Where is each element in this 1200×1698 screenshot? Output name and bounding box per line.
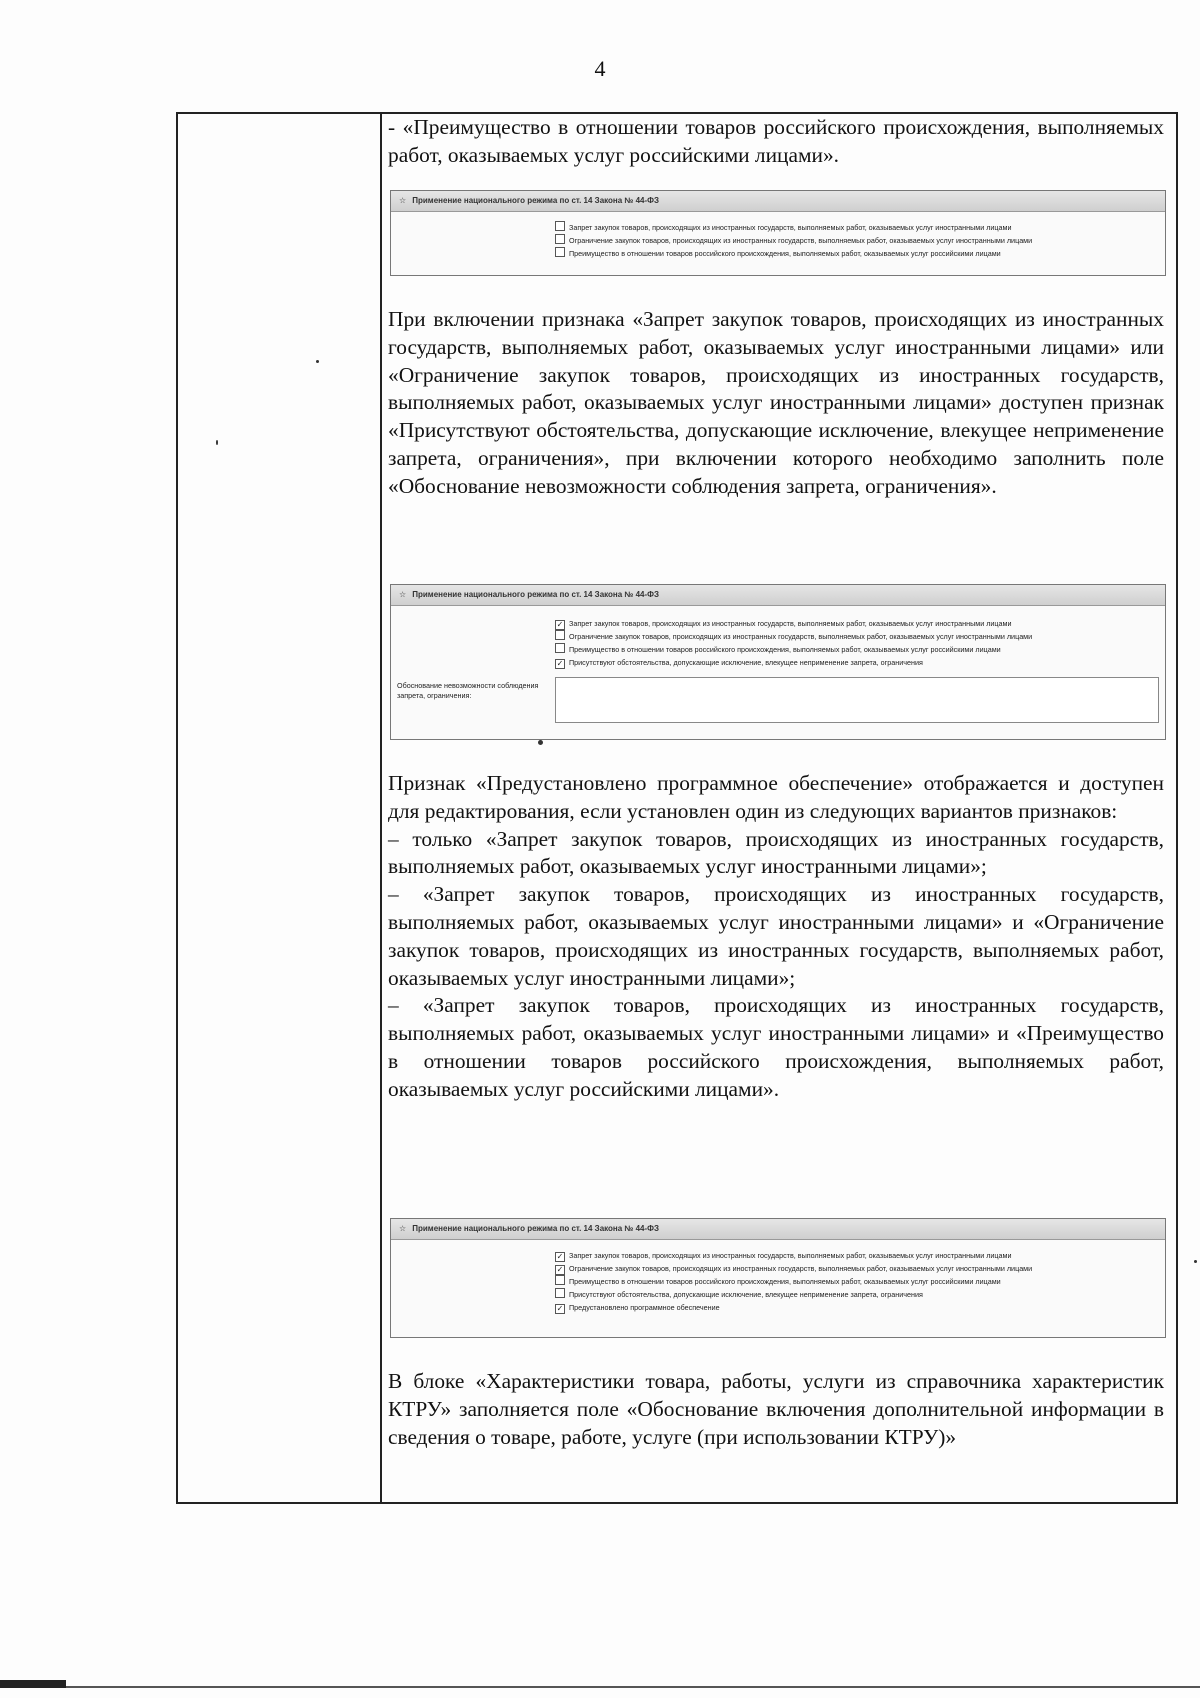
checkbox-row[interactable] — [555, 221, 1159, 234]
checkbox-icon[interactable] — [555, 234, 565, 244]
paragraph-text: – «Запрет закупок товаров, происходящих из иностранных государств, выполняемых работ, оказываемых услуг иностранными лицами» и «Преимущество в отношении товаров российского происхождения, выполняемых работ, оказываемых услуг российскими лицами». — [388, 993, 1164, 1101]
checkbox-label: Присутствуют обстоятельства, допускающие исключение, влекущее неприменение запрета, ограничения — [569, 658, 923, 667]
panel-title: Применение национального режима по ст. 14 Закона № 44-ФЗ — [412, 196, 659, 205]
checkbox-row[interactable] — [555, 234, 1159, 247]
checkbox-icon[interactable]: ✓ — [556, 1304, 564, 1313]
paragraph-text: – «Запрет закупок товаров, происходящих из иностранных государств, выполняемых работ, оказываемых услуг иностранными лицами» и «Ограничение закупок товаров, происходящих из иностранных государств, выполняемых работ, оказываемых услуг иностранными лицами»; — [388, 882, 1164, 990]
paragraph-text: При включении признака «Запрет закупок товаров, происходящих из иностранных государств, выполняемых работ, оказываемых услуг иностранными лицами» или «Ограничение закупок товаров, происходящих из иностранных государств, выполняемых работ, оказываемых услуг иностранными лицами» доступен признак «Присутствуют обстоятельства, допускающие исключение, влекущее неприменение запрета, ограничения», при включении которого необходимо заполнить поле «Обоснование невозможности соблюдения запрета, ограничения». — [388, 307, 1164, 498]
checkbox-list — [555, 221, 1159, 260]
checkbox-label: Ограничение закупок товаров, происходящих из иностранных государств, выполняемых работ, оказываемых услуг иностранными лицами — [569, 236, 1033, 245]
justification-label: Обоснование невозможности соблюдения запрета, ограничения: — [397, 681, 539, 700]
panel-header[interactable] — [391, 585, 1165, 606]
checkbox-label: Ограничение закупок товаров, происходящих из иностранных государств, выполняемых работ, оказываемых услуг иностранными лицами — [569, 1264, 1033, 1273]
checkbox-row[interactable] — [555, 630, 1159, 643]
scan-speck — [316, 360, 319, 363]
checkbox-label: Ограничение закупок товаров, происходящих из иностранных государств, выполняемых работ, оказываемых услуг иностранными лицами — [569, 632, 1033, 641]
checkbox-label: Преимущество в отношении товаров российского происхождения, выполняемых работ, оказываемых услуг российскими лицами — [569, 249, 1001, 258]
panel-title: Применение национального режима по ст. 14 Закона № 44-ФЗ — [412, 1224, 659, 1233]
collapse-arrow-icon[interactable]: ☆ — [399, 1224, 407, 1233]
checkbox-row[interactable] — [555, 1288, 1159, 1301]
checkbox-icon[interactable]: ✓ — [556, 1265, 564, 1274]
paragraph-text: – только «Запрет закупок товаров, происходящих из иностранных государств, выполняемых работ, оказываемых услуг иностранными лицами»; — [388, 826, 1164, 879]
checkbox-list — [555, 1249, 1159, 1314]
scan-speck — [538, 740, 543, 745]
checkbox-list — [555, 617, 1159, 669]
content-column — [382, 114, 1176, 1502]
page-number: 4 — [594, 56, 606, 81]
checkbox-row[interactable] — [555, 643, 1159, 656]
paragraph-text: Признак «Предустановлено программное обеспечение» отображается и доступен для редактирования, если установлен один из следующих вариантов признаков: — [388, 771, 1164, 823]
checkbox-icon[interactable]: ✓ — [556, 659, 564, 668]
national-regime-panel-1 — [390, 190, 1166, 276]
panel-header[interactable] — [391, 1219, 1165, 1240]
bottom-rule — [0, 1686, 1200, 1688]
bottom-mark — [0, 1680, 66, 1688]
checkbox-row[interactable] — [555, 1262, 1159, 1275]
collapse-arrow-icon[interactable]: ☆ — [399, 590, 407, 599]
scan-speck — [216, 440, 218, 445]
paragraph-text: - «Преимущество в отношении товаров российского происхождения, выполняемых работ, оказываемых услуг российскими лицами». — [388, 115, 1164, 167]
paragraph-text: В блоке «Характеристики товара, работы, услуги из справочника характеристик КТРУ» заполняется поле «Обоснование включения дополнительной информации в сведения о товаре, работе, услуге (при использовании КТРУ)» — [388, 1369, 1164, 1449]
checkbox-label: Присутствуют обстоятельства, допускающие исключение, влекущее неприменение запрета, ограничения — [569, 1290, 923, 1299]
paragraph-ktru-block — [388, 1368, 1164, 1451]
justification-textarea[interactable] — [555, 677, 1159, 723]
paragraph-preinstalled-software — [388, 770, 1164, 1104]
checkbox-label: Запрет закупок товаров, происходящих из иностранных государств, выполняемых работ, оказываемых услуг иностранными лицами — [569, 1251, 1012, 1260]
document-table — [176, 112, 1178, 1504]
checkbox-label: Запрет закупок товаров, происходящих из иностранных государств, выполняемых работ, оказываемых услуг иностранными лицами — [569, 223, 1012, 232]
checkbox-row[interactable] — [555, 247, 1159, 260]
checkbox-icon[interactable] — [555, 630, 565, 640]
checkbox-icon[interactable] — [555, 1275, 565, 1285]
paragraph-prohibition-rules — [388, 306, 1164, 501]
checkbox-icon[interactable] — [555, 643, 565, 653]
checkbox-icon[interactable] — [555, 1288, 565, 1298]
checkbox-row[interactable] — [555, 1275, 1159, 1288]
checkbox-label: Преимущество в отношении товаров российского происхождения, выполняемых работ, оказываемых услуг российскими лицами — [569, 645, 1001, 654]
checkbox-label: Запрет закупок товаров, происходящих из иностранных государств, выполняемых работ, оказываемых услуг иностранными лицами — [569, 619, 1012, 628]
checkbox-row[interactable] — [555, 1249, 1159, 1262]
checkbox-icon[interactable] — [555, 221, 565, 231]
panel-title: Применение национального режима по ст. 14 Закона № 44-ФЗ — [412, 590, 659, 599]
checkbox-row[interactable] — [555, 656, 1159, 669]
paragraph-advantage-item — [388, 114, 1164, 170]
collapse-arrow-icon[interactable]: ☆ — [399, 196, 407, 205]
checkbox-label: Предустановлено программное обеспечение — [569, 1303, 720, 1312]
scan-speck — [1194, 1260, 1197, 1263]
national-regime-panel-2 — [390, 584, 1166, 740]
checkbox-label: Преимущество в отношении товаров российского происхождения, выполняемых работ, оказываемых услуг российскими лицами — [569, 1277, 1001, 1286]
checkbox-row[interactable] — [555, 1301, 1159, 1314]
checkbox-icon[interactable] — [555, 247, 565, 257]
checkbox-icon[interactable]: ✓ — [556, 620, 564, 629]
panel-header[interactable] — [391, 191, 1165, 212]
checkbox-row[interactable] — [555, 617, 1159, 630]
checkbox-icon[interactable]: ✓ — [556, 1252, 564, 1261]
national-regime-panel-3 — [390, 1218, 1166, 1338]
